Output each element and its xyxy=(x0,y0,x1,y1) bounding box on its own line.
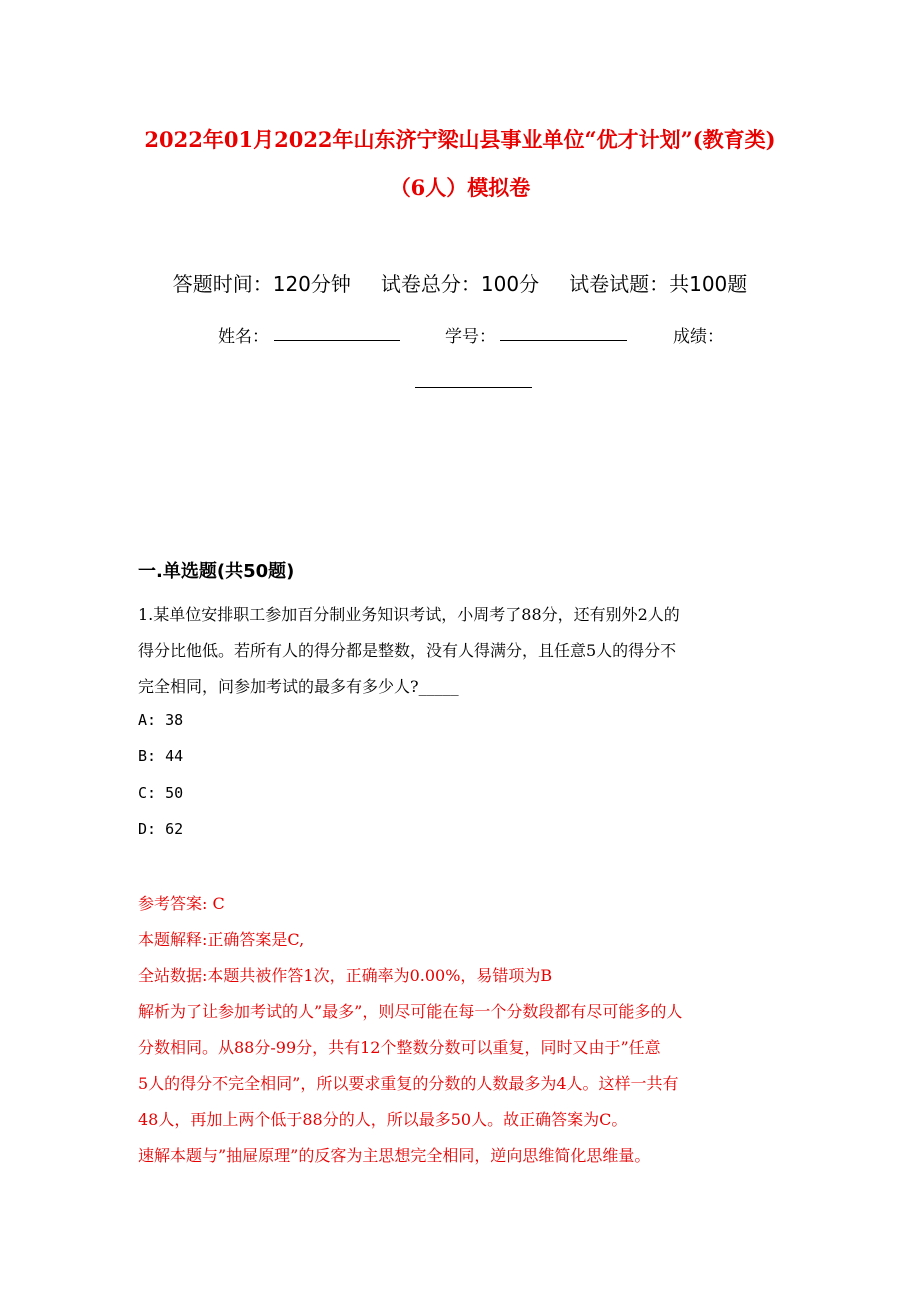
name-blank[interactable] xyxy=(274,340,400,341)
question-stem-line: 1.某单位安排职工参加百分制业务知识考试，小周考了88分，还有别外2人的 xyxy=(138,605,680,624)
option-a: A: 38 xyxy=(138,711,184,729)
exam-title-line-1: 2022年01月2022年山东济宁梁山县事业单位“优才计划”(教育类) xyxy=(144,127,776,152)
question-stem-line: 得分比他低。若所有人的得分都是整数，没有人得满分，且任意5人的得分不 xyxy=(138,641,677,660)
grade-label: 成绩： xyxy=(673,327,724,347)
option-d: D: 62 xyxy=(138,820,184,838)
student-id-label: 学号： xyxy=(445,327,496,347)
analysis-line: 分数相同。从88分-99分，共有12个整数分数可以重复，同时又由于”任意 xyxy=(138,1038,661,1057)
section-heading: 一.单选题(共50题) xyxy=(138,561,295,582)
exam-title-line-2: （6人）模拟卷 xyxy=(389,175,531,200)
analysis-line: 5人的得分不完全相同”，所以要求重复的分数的人数最多为4人。这样一共有 xyxy=(138,1074,679,1093)
exam-duration: 答题时间：120分钟 xyxy=(172,272,351,296)
exam-total-score: 试卷总分：100分 xyxy=(380,272,540,296)
exam-meta xyxy=(0,268,920,297)
option-c: C: 50 xyxy=(138,784,184,802)
answer-stats: 全站数据:本题共被作答1次，正确率为0.00%，易错项为B xyxy=(138,966,553,985)
grade-blank[interactable] xyxy=(415,387,532,388)
reference-answer: 参考答案: C xyxy=(138,894,225,913)
explanation-label: 本题解释:正确答案是C, xyxy=(138,930,305,949)
student-id-blank[interactable] xyxy=(500,340,627,341)
analysis-line: 解析为了让参加考试的人”最多”，则尽可能在每一个分数段都有尽可能多的人 xyxy=(138,1002,683,1021)
analysis-line: 速解本题与”抽屉原理”的反客为主思想完全相同，逆向思维简化思维量。 xyxy=(138,1146,651,1165)
question-stem-line: 完全相同，问参加考试的最多有多少人?_____ xyxy=(138,677,459,696)
name-label: 姓名： xyxy=(218,327,269,347)
option-b: B: 44 xyxy=(138,747,184,765)
analysis-line: 48人，再加上两个低于88分的人，所以最多50人。故正确答案为C。 xyxy=(138,1110,628,1129)
exam-question-count: 试卷试题：共100题 xyxy=(569,272,748,296)
